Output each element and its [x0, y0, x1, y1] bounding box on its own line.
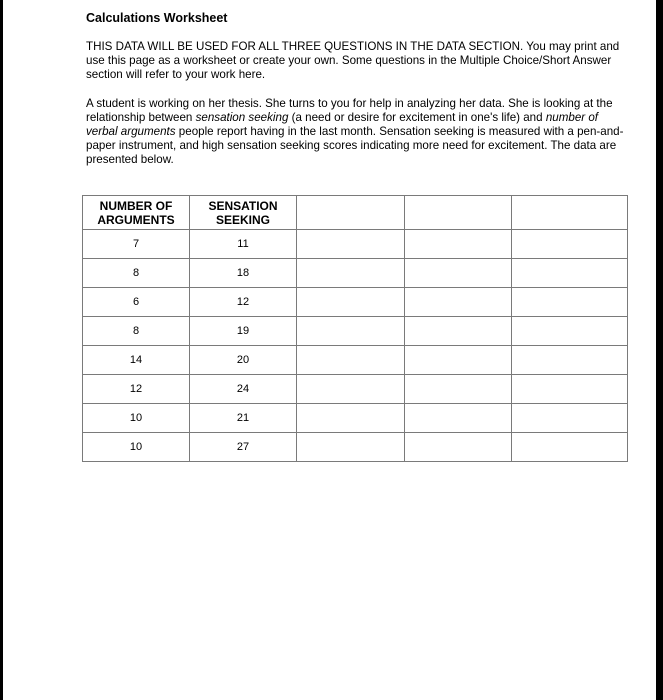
scenario-text-3: people report having in the last month. Sensation seeking is measured with a pen-and-paper instrument, and high sensation seeking scores indicating more need for excitement. The data are presented below.	[86, 125, 624, 167]
table-row	[83, 375, 628, 404]
table-cell	[512, 375, 628, 404]
scenario-text-1: A student is working on her thesis. She turns to you for help in analyzing her data. She is looking at the relationship between	[86, 96, 613, 124]
table-cell: 12	[83, 375, 190, 404]
table-cell	[512, 433, 628, 462]
table-cell	[297, 433, 405, 462]
table-cell	[297, 375, 405, 404]
table-cell: 10	[83, 433, 190, 462]
table-cell	[405, 230, 512, 259]
table-cell	[297, 288, 405, 317]
table-cell: 11	[190, 230, 297, 259]
page-title: Calculations Worksheet	[86, 11, 228, 25]
table-cell: 6	[83, 288, 190, 317]
table-row	[83, 288, 628, 317]
table-cell	[405, 375, 512, 404]
table-cell: 14	[83, 346, 190, 375]
table-cell	[297, 404, 405, 433]
table-cell	[405, 288, 512, 317]
table-cell: 8	[83, 259, 190, 288]
table-cell	[405, 259, 512, 288]
scenario-paragraph	[86, 97, 631, 168]
table-header-row	[83, 196, 628, 230]
table-cell	[405, 404, 512, 433]
header-blank-column	[297, 196, 405, 230]
table-cell	[405, 346, 512, 375]
term-sensation-seeking: sensation seeking	[195, 110, 289, 124]
table-cell: 7	[83, 230, 190, 259]
term-verbal-arguments: number of verbal arguments	[86, 110, 599, 139]
table-cell: 20	[190, 346, 297, 375]
instructions-paragraph: THIS DATA WILL BE USED FOR ALL THREE QUESTIONS IN THE DATA SECTION. You may print and use this page as a worksheet or create your own. Some questions in the Multiple Choice/Short Answer section will refer to your work here.	[86, 40, 620, 82]
table-cell	[297, 259, 405, 288]
table-cell	[297, 230, 405, 259]
table-row	[83, 346, 628, 375]
table-cell: 24	[190, 375, 297, 404]
table-cell: 12	[190, 288, 297, 317]
table-cell: 8	[83, 317, 190, 346]
table-cell: 27	[190, 433, 297, 462]
table-cell	[512, 317, 628, 346]
header-sensation-seeking: SENSATION SEEKING	[190, 196, 297, 230]
table-cell	[297, 346, 405, 375]
table-cell	[512, 259, 628, 288]
table-cell	[512, 346, 628, 375]
table-cell: 10	[83, 404, 190, 433]
right-border	[656, 0, 663, 700]
header-blank-column	[512, 196, 628, 230]
table-row	[83, 230, 628, 259]
table-row	[83, 433, 628, 462]
data-table	[82, 195, 628, 462]
table-cell: 18	[190, 259, 297, 288]
table-cell	[512, 288, 628, 317]
header-number-of-arguments: NUMBER OF ARGUMENTS	[83, 196, 190, 230]
table-cell	[405, 317, 512, 346]
table-cell	[512, 230, 628, 259]
header-blank-column	[405, 196, 512, 230]
table-row	[83, 259, 628, 288]
table-cell: 19	[190, 317, 297, 346]
table-row	[83, 404, 628, 433]
table-cell: 21	[190, 404, 297, 433]
table-row	[83, 317, 628, 346]
worksheet-page	[86, 10, 631, 168]
table-cell	[405, 433, 512, 462]
scenario-text-2: (a need or desire for excitement in one's life) and	[288, 110, 546, 124]
table-cell	[512, 404, 628, 433]
left-border	[0, 0, 3, 700]
table-cell	[297, 317, 405, 346]
